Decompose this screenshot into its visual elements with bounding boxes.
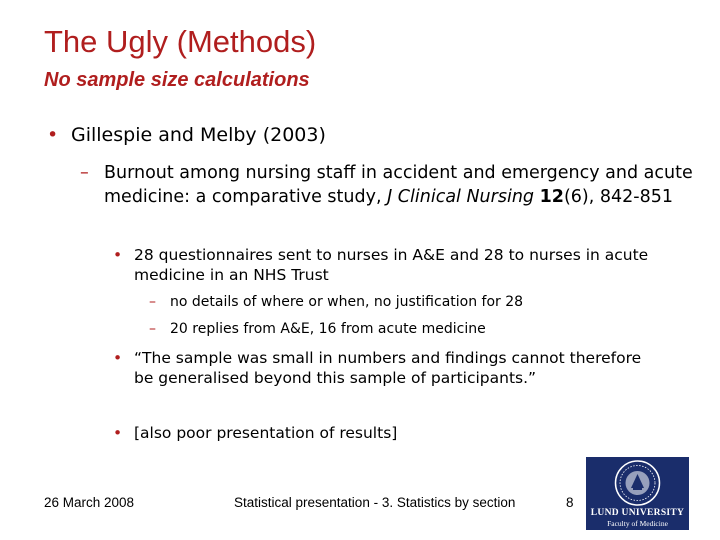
dash-icon: – (80, 163, 89, 183)
bullet-icon: • (47, 124, 59, 146)
quote-point: “The sample was small in numbers and findings cannot therefore be generalised beyond this sample of participants.” (134, 349, 642, 387)
logo-university-name: LUND UNIVERSITY (590, 508, 685, 518)
reference-text (104, 161, 694, 209)
reference-journal: J Clinical Nursing (387, 187, 535, 207)
page-number: 8 (566, 495, 574, 510)
sub-point-details: no details of where or when, no justification for 28 (170, 294, 524, 310)
citation-bullet: Gillespie and Melby (2003) (71, 124, 326, 146)
bullet-icon: • (113, 424, 123, 442)
reference-volume: 12 (539, 187, 564, 207)
footer-title: Statistical presentation - 3. Statistics by section (234, 495, 516, 510)
bullet-icon: • (113, 349, 123, 367)
university-logo (586, 457, 689, 530)
slide-subtitle: No sample size calculations (44, 69, 310, 91)
logo-faculty-name: Faculty of Medicine (607, 519, 668, 528)
sub-point-replies: 20 replies from A&E, 16 from acute medicine (170, 321, 486, 337)
questionnaires-point: 28 questionnaires sent to nurses in A&E and 28 to nurses in acute medicine in an NHS Trust (134, 246, 649, 284)
dash-icon: – (149, 294, 156, 310)
bullet-icon: • (113, 246, 123, 264)
dash-icon: – (149, 321, 156, 337)
footer-date: 26 March 2008 (44, 495, 135, 510)
reference-title: Burnout among nursing staff in accident and emergency and acute medicine: a comparative study, (104, 163, 693, 207)
also-point: [also poor presentation of results] (134, 424, 398, 442)
reference-issue-pages: (6), 842-851 (563, 187, 674, 207)
slide-title: The Ugly (Methods) (44, 24, 317, 59)
